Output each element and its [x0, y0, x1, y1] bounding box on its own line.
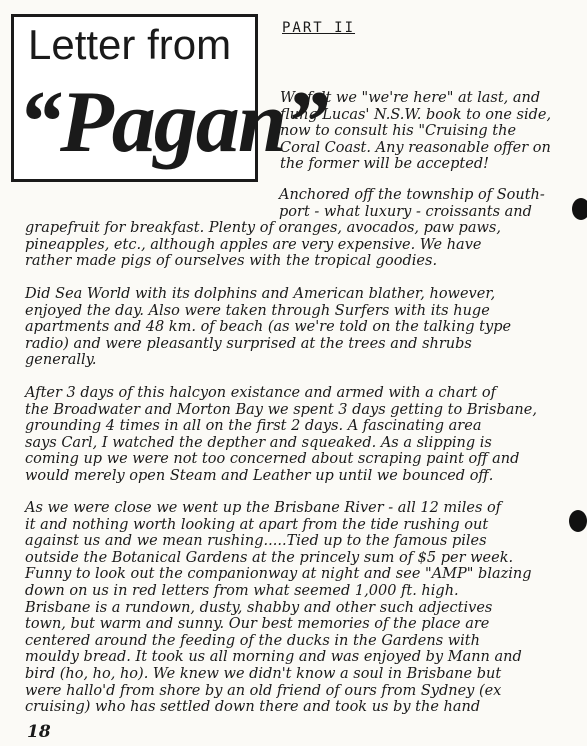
- text-line: mouldy bread. It took us all morning and was enjoyed by Mann and: [25, 649, 522, 666]
- text-line: After 3 days of this halcyon existance and armed with a chart of: [25, 385, 496, 401]
- text-line: would merely open Steam and Leather up until we bounced off.: [25, 467, 494, 484]
- text-line: against us and we mean rushing.....Tied up to the famous piles: [25, 533, 487, 550]
- text-line: says Carl, I watched the depther and squeaked. As a slipping is: [25, 434, 492, 451]
- title-letter-from: Letter from: [28, 21, 232, 68]
- text-line: the Broadwater and Morton Bay we spent 3 days getting to Brisbane,: [25, 401, 537, 418]
- text-line: grapefruit for breakfast. Plenty of oranges, avocados, paw paws,: [25, 220, 501, 236]
- text-line: As we were close we went up the Brisbane River - all 12 miles of: [25, 500, 502, 516]
- text-line: generally.: [25, 352, 97, 369]
- binder-hole-top: [572, 198, 587, 220]
- text-line: Funny to look out the companionway at night and see "AMP" blazing: [25, 566, 532, 583]
- text-line: cruising) who has settled down there and took us by the hand: [25, 699, 481, 716]
- seaworld-paragraph: [25, 286, 511, 369]
- halcyon-paragraph: [25, 385, 537, 485]
- text-line: enjoyed the day. Also were taken through Surfers with its huge: [25, 302, 490, 319]
- text-line: town, but warm and sunny. Our best memories of the place are: [25, 616, 490, 633]
- text-line: coming up we were not too concerned about scraping paint off and: [25, 451, 520, 468]
- text-line: port - what luxury - croissants and: [279, 203, 532, 220]
- text-line: bird (ho, ho, ho). We knew we didn't know a soul in Brisbane but: [25, 665, 502, 682]
- text-line: pineapples, etc., although apples are very expensive. We have: [25, 236, 482, 253]
- text-line: down on us in red letters from what seemed 1,000 ft. high.: [25, 582, 459, 599]
- part-label: PART II: [282, 20, 356, 36]
- text-line: the former will be accepted!: [280, 156, 489, 173]
- text-line: centered around the feeding of the ducks in the Gardens with: [25, 632, 480, 649]
- text-line: Anchored off the township of South-: [279, 187, 545, 203]
- text-line: were hallo'd from shore by an old friend of ours from Sydney (ex: [25, 682, 502, 699]
- text-line: We felt we "we're here" at last, and: [280, 90, 541, 106]
- brisbane-paragraph: [25, 500, 532, 716]
- text-line: now to consult his "Cruising the: [280, 123, 517, 140]
- text-line: rather made pigs of ourselves with the tropical goodies.: [25, 253, 438, 270]
- text-line: Coral Coast. Any reasonable offer on: [280, 139, 551, 156]
- text-line: it and nothing worth looking at apart from the tide rushing out: [25, 516, 489, 533]
- text-line: Did Sea World with its dolphins and American blather, however,: [25, 286, 496, 302]
- binder-hole-bottom: [569, 510, 587, 532]
- page-number: 18: [27, 722, 51, 742]
- intro-paragraph: [280, 90, 551, 173]
- text-line: grounding 4 times in all on the first 2 days. A fascinating area: [25, 418, 482, 435]
- text-line: radio) and were pleasantly surprised at the trees and shrubs: [25, 335, 472, 352]
- text-line: apartments and 48 km. of beach (as we're told on the talking type: [25, 319, 512, 336]
- anchored-paragraph-head: [279, 187, 545, 220]
- title-pagan: “Pagan”: [18, 74, 327, 171]
- text-line: flung Lucas' N.S.W. book to one side,: [280, 106, 552, 123]
- text-line: Brisbane is a rundown, dusty, shabby and other such adjectives: [25, 599, 493, 616]
- anchored-paragraph-body: [25, 220, 501, 270]
- text-line: outside the Botanical Gardens at the princely sum of $5 per week.: [25, 549, 514, 566]
